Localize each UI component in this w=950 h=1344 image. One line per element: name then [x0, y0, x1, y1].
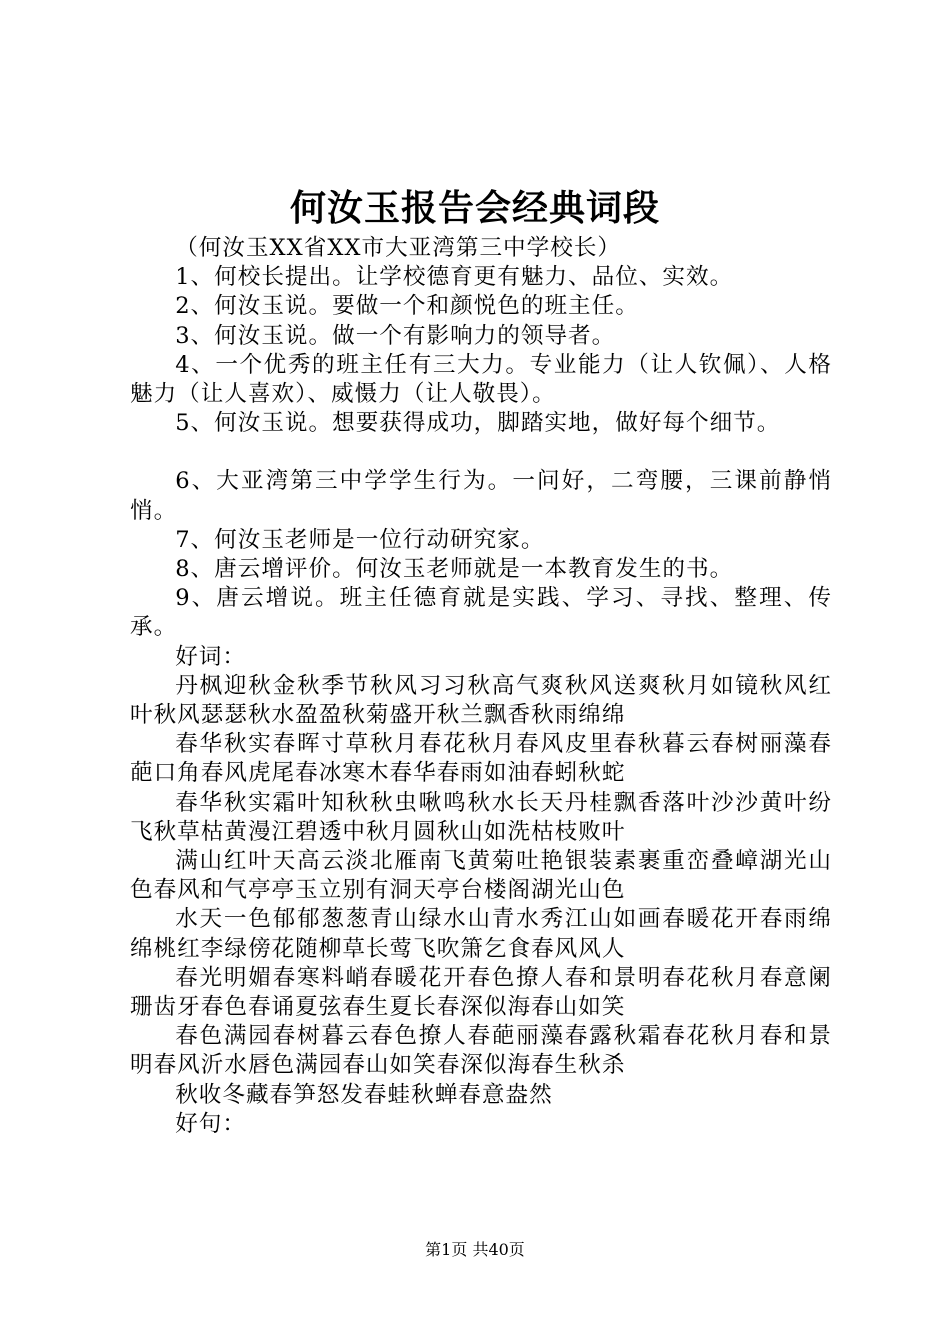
paragraph-item-1: 1、何校长提出。让学校德育更有魅力、品位、实效。: [175, 264, 734, 291]
document-title: 何汝玉报告会经典词段: [289, 187, 660, 229]
good-words-group: 秋收冬藏春笋怒发春蛙秋蝉春意盎然: [175, 1081, 553, 1108]
paragraph-subtitle: （何汝玉XX省XX市大亚湾第三中学校长）: [175, 235, 622, 261]
paragraph-item-9: 9、唐云增说。班主任德育就是实践、学习、寻找、整理、传承。: [130, 585, 832, 641]
paragraph-item-7: 7、何汝玉老师是一位行动研究家。: [175, 526, 545, 553]
good-words-group: 春光明媚春寒料峭春暖花开春色撩人春和景明春花秋月春意阑珊齿牙春色春诵夏弦春生夏长春深似海春山如笑: [130, 964, 832, 1021]
good-words-group: 春色满园春树暮云春色撩人春葩丽藻春露秋霜春花秋月春和景明春风沂水唇色满园春山如笑春深似海春生秋杀: [130, 1023, 832, 1079]
page-footer: 第1页 共40页: [425, 1240, 525, 1259]
good-words-group: 春华秋实霜叶知秋秋虫啾鸣秋水长天丹桂飘香落叶沙沙黄叶纷飞秋草枯黄漫江碧透中秋月圆秋山如洗枯枝败叶: [130, 789, 832, 845]
good-words-group: 春华秋实春晖寸草秋月春花秋月春风皮里春秋暮云春树丽藻春葩口角春风虎尾春冰寒木春华春雨如油春蚓秋蛇: [130, 731, 832, 787]
paragraph-item-4: 4、一个优秀的班主任有三大力。专业能力（让人钦佩）、人格魅力（让人喜欢）、威慑力（让人敬畏）。: [130, 351, 832, 408]
paragraph-item-8: 8、唐云增评价。何汝玉老师就是一本教育发生的书。: [175, 556, 734, 583]
good-sentences-heading: 好句：: [175, 1110, 246, 1137]
good-words-heading: 好词：: [175, 643, 246, 670]
paragraph-item-3: 3、何汝玉说。做一个有影响力的领导者。: [175, 322, 616, 349]
paragraph-item-5: 5、何汝玉说。想要获得成功，脚踏实地，做好每个细节。: [175, 410, 781, 437]
paragraph-item-2: 2、何汝玉说。要做一个和颜悦色的班主任。: [175, 293, 639, 320]
paragraph-item-6: 6、大亚湾第三中学学生行为。一问好，二弯腰，三课前静悄悄。: [130, 468, 832, 524]
good-words-group: 丹枫迎秋金秋季节秋风习习秋高气爽秋风送爽秋月如镜秋风红叶秋风瑟瑟秋水盈盈秋菊盛开秋兰飘香秋雨绵绵: [130, 672, 832, 729]
good-words-group: 满山红叶天高云淡北雁南飞黄菊吐艳银装素裹重峦叠嶂湖光山色春风和气亭亭玉立别有洞天亭台楼阁湖光山色: [130, 848, 832, 904]
document-body: [130, 234, 832, 1139]
good-words-group: 水天一色郁郁葱葱青山绿水山青水秀江山如画春暖花开春雨绵绵桃红李绿傍花随柳草长莺飞吹箫乞食春风风人: [130, 906, 832, 962]
